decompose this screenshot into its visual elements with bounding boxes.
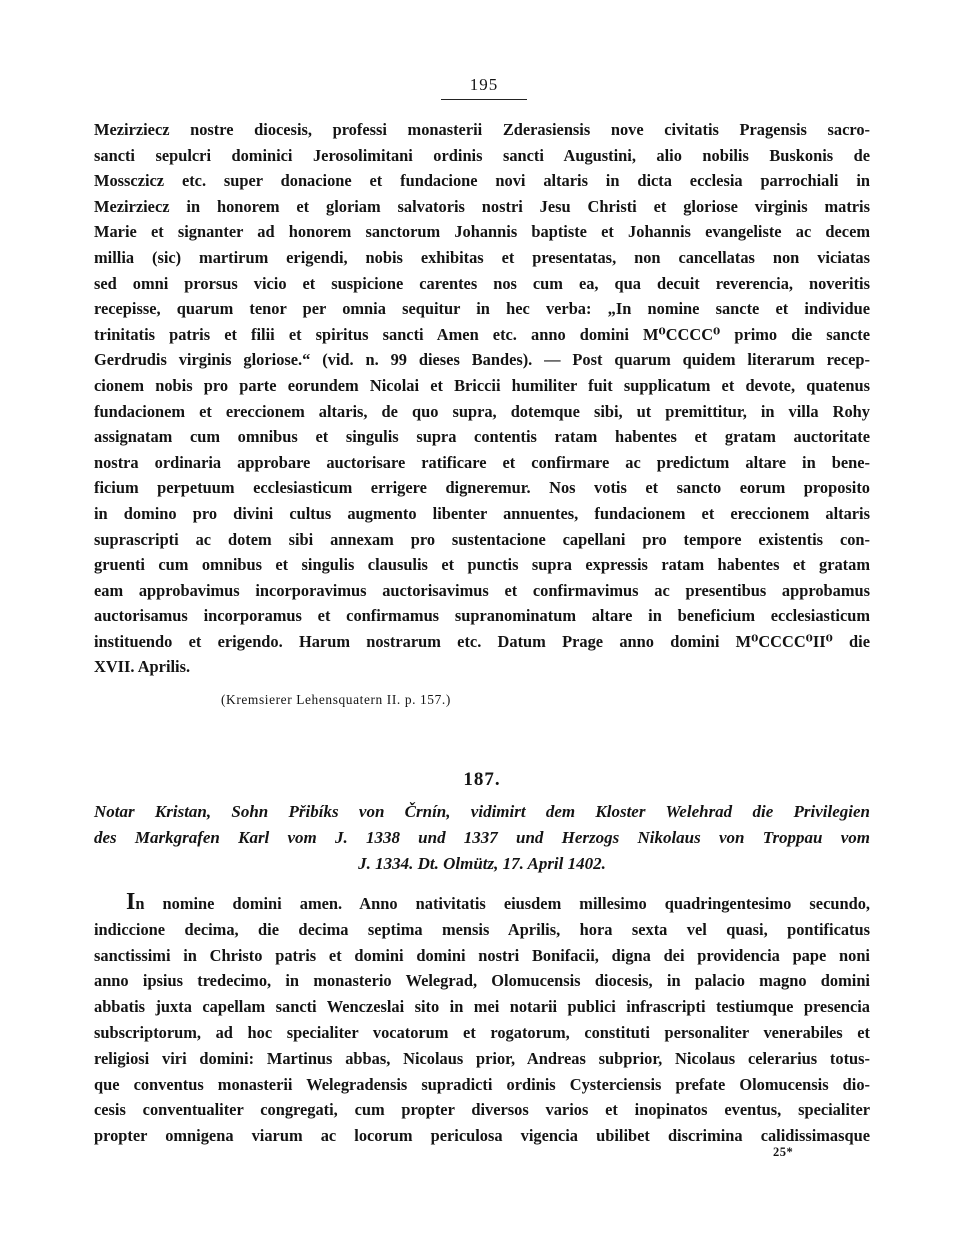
- text-line: assignatam cum omnibus et singulis supra contentis ratam habentes et gratam auctoritate: [94, 427, 870, 447]
- text-line: sanctissimi in Christo patris et domini domini nostri Bonifacii, digna dei providencia pape noni: [94, 945, 870, 965]
- text-line: instituendo et erigendo. Harum nostrarum etc. Datum Prage anno domini M⁰CCCC⁰II⁰ die: [94, 631, 870, 651]
- signature-mark: 25*: [773, 1145, 794, 1159]
- page-number: 195: [469, 75, 499, 94]
- text-line: eam approbavimus incorporavimus auctorisavimus et confirmavimus ac presentibus approbamus: [94, 580, 870, 600]
- text-line: Mezirziecz nostre diocesis, professi monasterii Zderasiensis nove civitatis Pragensis sacro-: [94, 120, 870, 139]
- source-citation: (Kremsierer Lehensquatern II. p. 157.): [221, 692, 451, 708]
- text-line: cionem nobis pro parte eorundem Nicolai et Briccii humiliter fuit supplicatum et devote, quatenus: [94, 375, 870, 395]
- text-line: nostra ordinaria approbare auctorisare ratificare et confirmare ac predictum altare in bene-: [94, 452, 870, 472]
- text-line: trinitatis patris et filii et spiritus sancti Amen etc. anno domini M⁰CCCC⁰ primo die sancte: [94, 324, 870, 344]
- text-line: gruenti cum omnibus et singulis clausulis et punctis supra expressis ratam habentes et gratam: [94, 555, 870, 575]
- text-line: subscriptorum, ad hoc specialiter vocatorum et rogatorum, constituti personaliter venerabiles et: [94, 1023, 870, 1043]
- text-line: Gerdrudis virginis gloriose.“ (vid. n. 99 dieses Bandes). — Post quarum quidem literarum recep-: [94, 350, 870, 370]
- text-line: recepisse, quarum tenor per omnia sequitur in hec verba: „In nomine sancte et individue: [94, 299, 870, 319]
- first-line-text: n nomine domini amen. Anno nativitatis eiusdem millesimo quadringentesimo secundo,: [135, 894, 870, 914]
- text-line: propter omnigena viarum ac locorum periculosa vigencia ubilibet discrimina calidissimasque: [94, 1126, 870, 1146]
- text-line: ficium perpetuum ecclesiasticum errigere digneremur. Nos votis et sancto eorum proposito: [94, 478, 870, 498]
- text-line: sancti sepulcri dominici Jerosolimitani ordinis sancti Augustini, alio nobilis Buskonis de: [94, 145, 870, 165]
- text-line: Mezirziecz in honorem et gloriam salvatoris nostri Jesu Christi et gloriose virginis matris: [94, 196, 870, 216]
- text-line: anno ipsius tredecimo, in monasterio Welegrad, Olomucensis diocesis, in palacio magno domini: [94, 971, 870, 991]
- text-line: Marie et signanter ad honorem sanctorum Johannis baptiste et Johannis evangeliste ac decem: [94, 222, 870, 242]
- document-body: [94, 891, 870, 1149]
- text-line: que conventus monasterii Welegradensis supradicti ordinis Cysterciensis prefate Olomucensis dio-: [94, 1074, 870, 1094]
- text-line: in domino pro divini cultus augmento libenter annuentes, fundacionem et ereccionem altaris: [94, 503, 870, 523]
- document-page: [94, 74, 870, 1149]
- text-line: abbatis juxta capellam sancti Wenczeslai sito in mei notarii publici infrascripti testiumque presencia: [94, 997, 870, 1017]
- text-line: auctorisamus incorporamus et confirmamus supranominatum altare in beneficium ecclesiasticum: [94, 606, 870, 626]
- continued-text: [94, 117, 870, 680]
- text-line: XVII. Aprilis.: [94, 657, 191, 677]
- heading-line: J. 1334. Dt. Olmütz, 17. April 1402.: [358, 854, 606, 874]
- text-line: cesis conventualiter congregati, cum propter diversos varios et inopinatos eventus, specialiter: [94, 1100, 870, 1120]
- document-heading: [94, 799, 870, 877]
- text-line: indiccione decima, die decima septima mensis Aprilis, hora sexta vel quasi, pontificatus: [94, 919, 870, 939]
- text-line: suprascripti ac dotem sibi annexam pro sustentacione capellani pro tempore existentis con-: [94, 529, 870, 549]
- text-line: fundacionem et ereccionem altaris, de quo supra, dotemque sibi, ut premittitur, in villa Rohy: [94, 401, 870, 421]
- text-line: millia (sic) martirum erigendi, nobis exhibitas et presentatas, non cancellatas non viciatas: [94, 247, 870, 267]
- text-line: Mossczicz etc. super donacione et fundacione novi altaris in dicta ecclesia parrochiali in: [94, 171, 870, 191]
- heading-line: des Markgrafen Karl vom J. 1338 und 1337 und Herzogs Nikolaus von Troppau vom: [94, 828, 870, 848]
- document-number: 187.: [463, 769, 501, 791]
- text-line: sed omni prorsus vicio et suspicione carentes nos cum ea, qua decuit reverencia, noveritis: [94, 273, 870, 293]
- text-line: religiosi viri domini: Martinus abbas, Nicolaus prior, Andreas subprior, Nicolaus celerarius totus-: [94, 1048, 870, 1068]
- page-number-rule: [441, 99, 527, 100]
- heading-line: Notar Kristan, Sohn Přibíks von Črnín, vidimirt dem Kloster Welehrad die Privilegien: [94, 802, 870, 822]
- initial-letter: I: [126, 891, 136, 916]
- first-text-line: [94, 891, 870, 917]
